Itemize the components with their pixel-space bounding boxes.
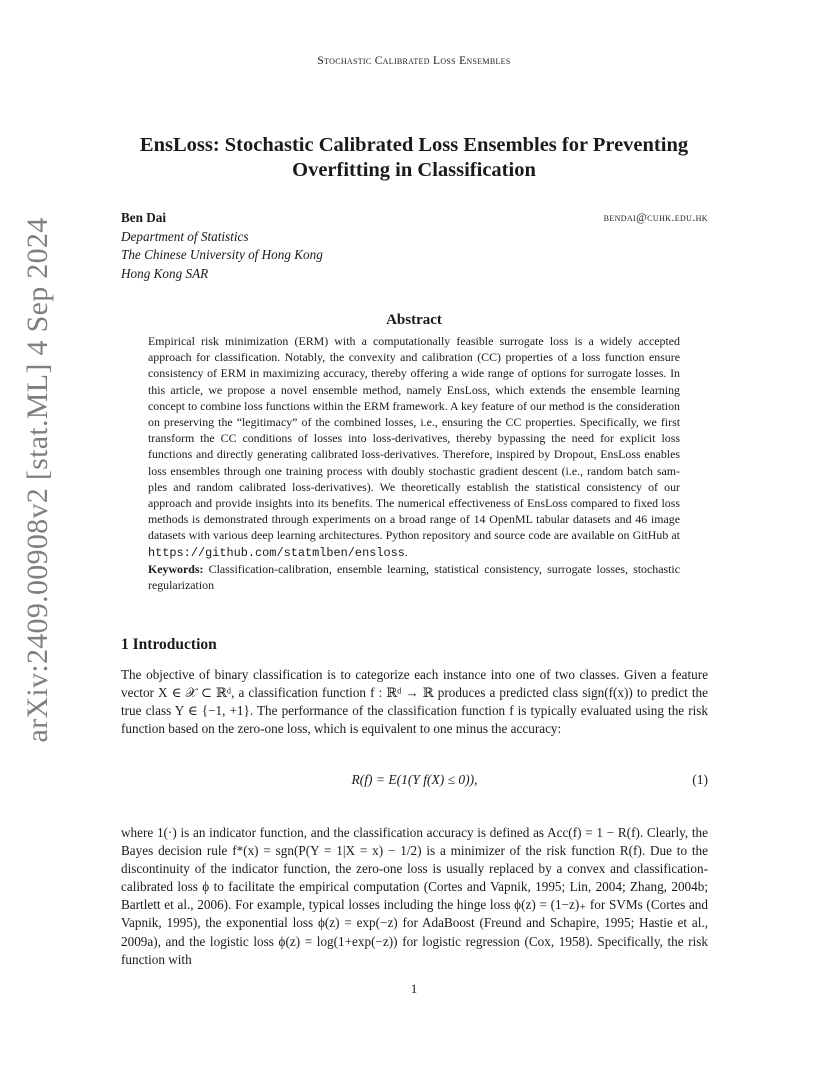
- author-location: Hong Kong SAR: [121, 265, 209, 281]
- intro-paragraph-2: [121, 824, 708, 969]
- abstract-text: Empirical risk minimization (ERM) with a computationally feasible surrogate loss is a widely accepted approach for classification. Notably, the convexity and calibration (CC) properties of a loss function ensure consistency of ERM in maximizing accuracy, thereby offering a wide range of options for surrogate losses. In this article, we propose a novel ensemble method, namely EnsLoss, which extends the ensemble learning concept to combine loss functions within the ERM framework. A key feature of our method is the consideration on preserving the “legitimacy” of the combined losses, i.e., ensuring the CC properties. Specifically, we first transform the CC conditions of losses into loss-derivatives, thereby bypassing the need for explicit loss functions and directly generating calibrated loss-derivatives. Therefore, inspired by Dropout, EnsLoss enables loss ensembles through one training process with doubly stochastic gradient descent (i.e., random batch samples and random calibrated loss-derivatives). We theoretically establish the statistical consistency of our approach and provide insights into its benefits. The numerical effectiveness of EnsLoss compared to fixed loss methods is demonstrated through experiments on a broad range of 14 OpenML tabular datasets and 46 image datasets with various deep learning architectures. Python repository and source code are available on GitHub at: [148, 334, 680, 543]
- paragraph-text: where 1(·) is an indicator function, and the classification accuracy is defined as Acc(f) = 1 − R(f). Clearly, the Bayes decision rule f*(x) = sgn(P(Y = 1|X = x) − 1/2) is a minimizer of the risk function R(f). Due to the discontinuity of the indicator function, the zero-one loss is usually replaced by a convex and classification-calibrated loss ϕ to facilitate the empirical computation (Cortes and Vapnik, 1995; Lin, 2004; Zhang, 2004b; Bartlett et al., 2006). For example, typical losses including the hinge loss ϕ(z) = (1−z)₊ for SVMs (Cortes and Vapnik, 1995), the exponential loss ϕ(z) = exp(−z) for AdaBoost (Freund and Schapire, 1995; Hastie et al., 2009a), and the logistic loss ϕ(z) = log(1+exp(−z)) for logistic regression (Cox, 1958). Specifically, the risk function with: [121, 825, 708, 967]
- abstract-heading: Abstract: [386, 312, 442, 328]
- github-url: https://github.com/statmlben/ensloss: [148, 545, 405, 560]
- title-line-2: Overfitting in Classification: [292, 159, 536, 181]
- author-name: Ben Dai: [121, 210, 167, 225]
- abstract-paragraph: [148, 333, 680, 561]
- page-number: 1: [410, 981, 418, 996]
- keywords-paragraph: [148, 561, 680, 593]
- keywords-label: Keywords:: [148, 561, 204, 576]
- author-university: The Chinese University of Hong Kong: [121, 247, 323, 262]
- author-block: [121, 209, 708, 283]
- intro-paragraph-1: [121, 666, 708, 738]
- section-number: 1: [121, 636, 129, 653]
- abstract-text-end: .: [404, 544, 408, 559]
- running-head: Stochastic Calibrated Loss Ensembles: [317, 55, 511, 67]
- author-department: Department of Statistics: [121, 228, 249, 244]
- equation-1: [121, 772, 708, 794]
- paper-title: [120, 133, 708, 183]
- title-line-1: EnsLoss: Stochastic Calibrated Loss Ensembles for Preventing: [139, 134, 689, 156]
- author-email: bendai@cuhk.edu.hk: [603, 212, 708, 224]
- section-heading-introduction: [121, 636, 217, 654]
- arxiv-identifier-stamp: arXiv:2409.00908v2 [stat.ML] 4 Sep 2024: [21, 217, 54, 743]
- keywords-list: Classification-calibration, ensemble learning, statistical consistency, surrogate losses, stochastic regularization: [148, 561, 680, 593]
- section-title: Introduction: [132, 636, 217, 653]
- equation-number: (1): [692, 772, 708, 787]
- equation-body: R(f) = E(1(Y f(X) ≤ 0)),: [351, 772, 478, 787]
- abstract-body: [148, 333, 680, 593]
- paragraph-text: The objective of binary classification is to categorize each instance into one of two classes. Given a feature vector X ∈ 𝒳 ⊂ ℝᵈ, a classification function f : ℝᵈ → ℝ produces a predicted class sign(f(x)) to predict the true class Y ∈ {−1, +1}. The performance of the classification function f is typically evaluated using the risk function based on the zero-one loss, which is equivalent to one minus the accuracy:: [121, 667, 708, 737]
